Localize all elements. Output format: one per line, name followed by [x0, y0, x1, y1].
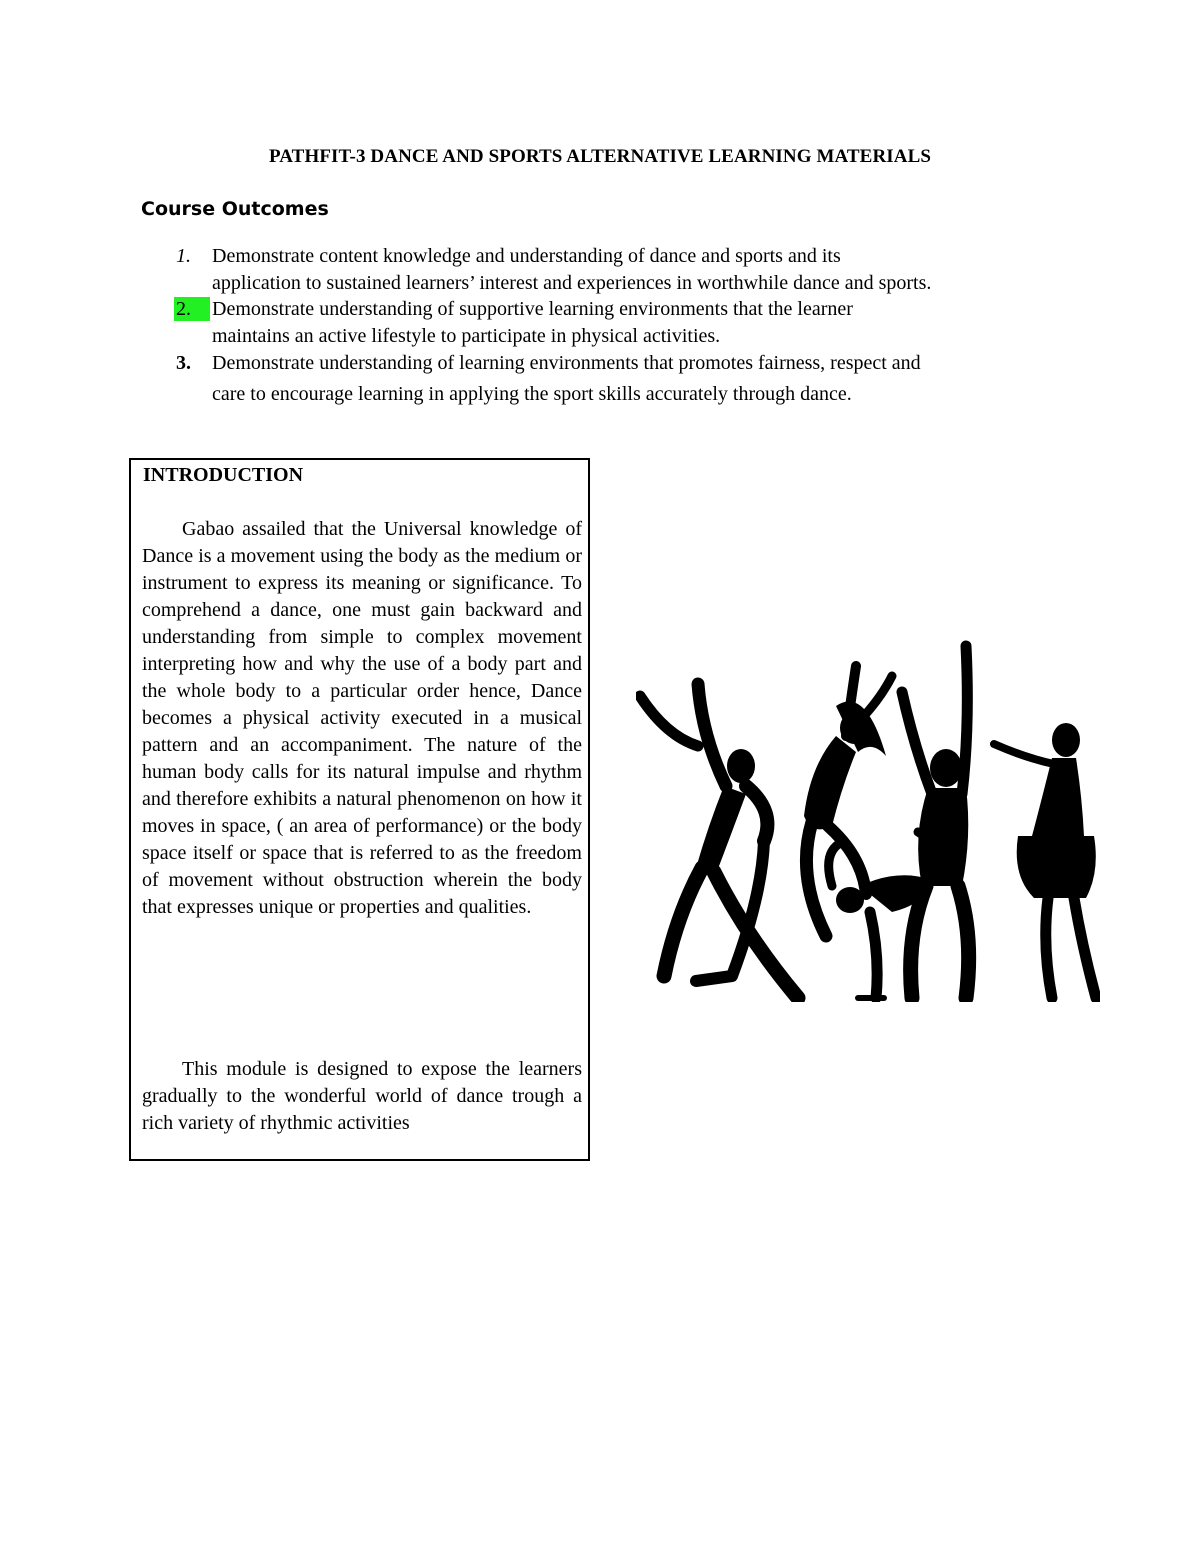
outcome-text-line: Demonstrate content knowledge and understanding of dance and sports and its: [212, 245, 841, 267]
dancers-silhouette-illustration: [636, 636, 1100, 1002]
introduction-heading: INTRODUCTION: [143, 464, 304, 486]
introduction-paragraph: Gabao assailed that the Universal knowledge of Dance is a movement using the body as the medium or instrument to express its meaning or significance. To comprehend a dance, one must gain backward and understanding from simple to complex movement interpreting how and why the use of a body part and the whole body to a particular order hence, Dance becomes a physical activity executed in a musical pattern and an accompaniment. The nature of the human body calls for its natural impulse and rhythm and therefore exhibits a natural phenomenon on how it moves in space, ( an area of performance) or the body space itself or space that is referred to as the freedom of movement without obstruction wherein the body that expresses unique or properties and qualities.: [142, 518, 582, 918]
dancer-silhouette: [640, 684, 798, 998]
outcome-number-highlighted: 2.: [174, 297, 210, 321]
outcome-text-line: care to encourage learning in applying the sport skills accurately through dance.: [212, 383, 852, 405]
page-title: PATHFIT-3 DANCE AND SPORTS ALTERNATIVE LEARNING MATERIALS: [268, 146, 932, 167]
course-outcomes-heading: Course Outcomes: [141, 198, 329, 220]
outcome-text-line: Demonstrate understanding of learning environments that promotes fairness, respect and: [212, 352, 921, 374]
outcome-number: 1.: [176, 245, 191, 267]
introduction-box: [129, 458, 590, 1161]
dancer-silhouette: [994, 723, 1096, 998]
outcome-number: 3.: [176, 352, 191, 374]
outcome-text-line: maintains an active lifestyle to participate in physical activities.: [212, 325, 721, 347]
introduction-paragraph: This module is designed to expose the learners gradually to the wonderful world of dance trough a rich variety of rhythmic activities: [142, 1058, 582, 1134]
dancer-silhouette: [902, 646, 969, 998]
outcome-text-line: application to sustained learners’ interest and experiences in worthwhile dance and sports.: [212, 272, 932, 294]
outcome-text-line: Demonstrate understanding of supportive learning environments that the learner: [212, 298, 853, 320]
